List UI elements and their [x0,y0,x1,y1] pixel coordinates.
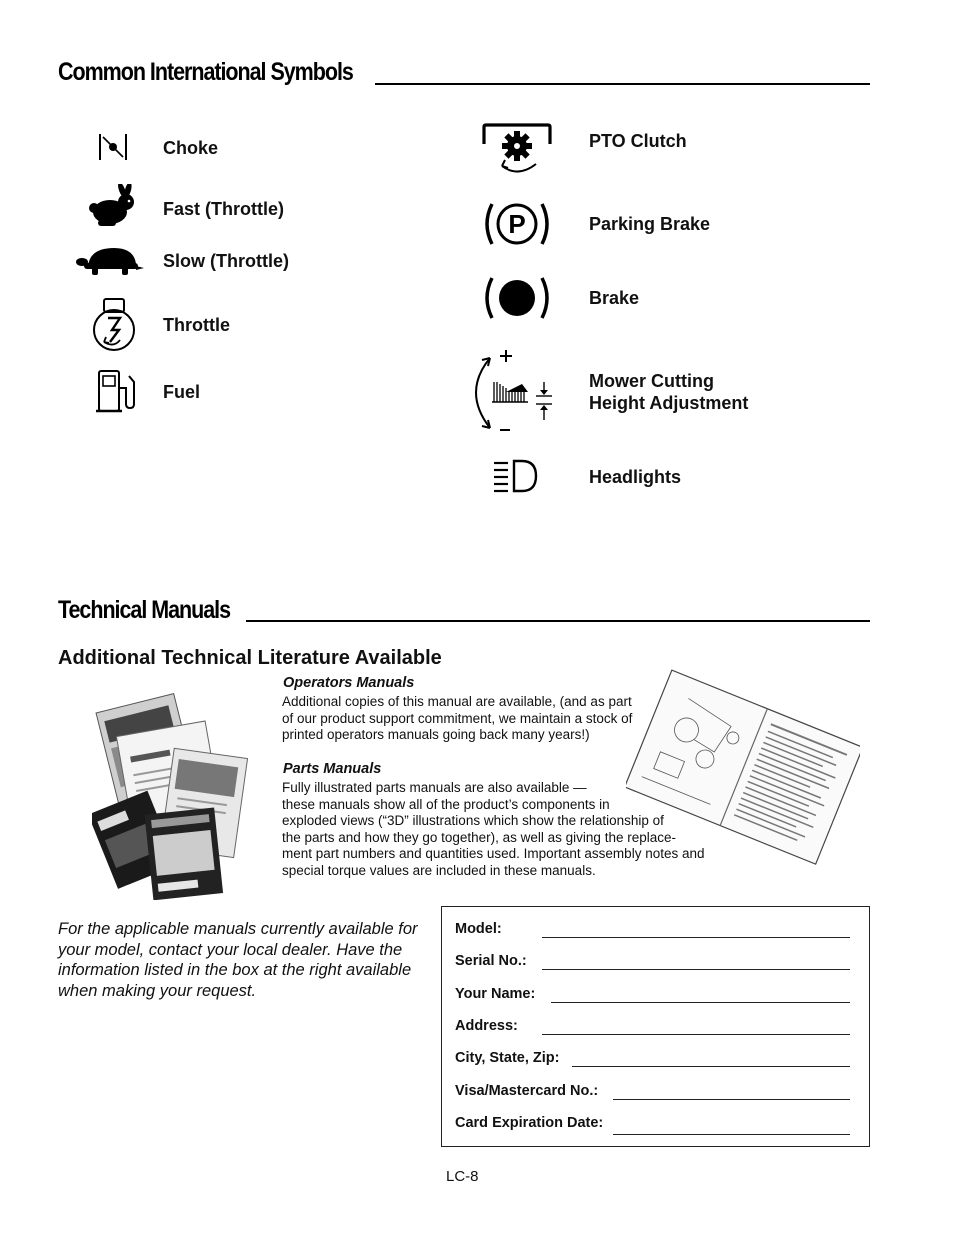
symbol-label-fast-throttle: Fast (Throttle) [163,199,284,219]
symbol-label-slow-throttle: Slow (Throttle) [163,251,289,271]
manuals-title-rule [246,620,870,622]
headlights-icon [490,458,542,494]
serial-no-field[interactable] [542,969,850,970]
city-state-zip-field[interactable] [572,1066,850,1067]
manuals-section-title: Technical Manuals [58,596,231,624]
symbol-label-fuel: Fuel [163,382,201,402]
parts-manuals-text: Fully illustrated parts manuals are also available — these manuals show all of the product’s components in exploded views (“3D” illustrations which show the relationship of the parts and how they go together), as well as giving the replace- ment part numbers and quantities used. Important assembly notes and special torque values are included in these manuals. [282,780,705,878]
turtle-icon [76,244,146,278]
symbols-section-title: Common International Symbols [58,58,353,86]
symbol-label-pto-clutch: PTO Clutch [589,131,687,151]
operators-manuals-heading: Operators Manuals [283,675,415,691]
address-label: Address: [455,1018,518,1034]
parts-manuals-heading: Parts Manuals [283,761,382,777]
card-expiration-field[interactable] [613,1134,850,1135]
card-number-label: Visa/Mastercard No.: [455,1083,599,1099]
brake-icon [482,274,552,322]
city-state-zip-label: City, State, Zip: [455,1050,560,1066]
rabbit-icon [84,184,142,230]
serial-no-label: Serial No.: [455,953,527,969]
model-field[interactable] [542,937,850,938]
fuel-pump-icon [96,368,138,414]
symbol-label-mower-height-line1: Mower Cutting [589,371,714,391]
your-name-field[interactable] [551,1002,850,1003]
pto-clutch-icon [478,120,558,182]
page-number: LC-8 [446,1168,479,1185]
operators-manuals-text: Additional copies of this manual are available, (and as part of our product support commitment, we maintain a stock of printed operators manuals going back many years!) [282,694,633,742]
choke-icon [96,132,130,162]
literature-subtitle: Additional Technical Literature Available [58,647,442,669]
symbol-label-parking-brake: Parking Brake [589,214,711,234]
manual-covers-photo [92,686,252,900]
card-number-field[interactable] [613,1099,850,1100]
throttle-icon [90,296,138,354]
dealer-contact-note: For the applicable manuals currently available for your model, contact your local dealer. Have the information listed in the box at the right available when making your request. [58,920,418,1000]
symbol-label-headlights: Headlights [589,467,682,487]
symbol-label-choke: Choke [163,138,219,158]
symbols-title-rule [375,83,870,85]
card-expiration-label: Card Expiration Date: [455,1115,604,1131]
parking-brake-icon [482,200,552,248]
model-label: Model: [455,921,502,937]
mower-height-icon [466,348,556,436]
your-name-label: Your Name: [455,986,536,1002]
symbol-label-mower-height-line2: Height Adjustment [589,393,749,413]
address-field[interactable] [542,1034,850,1035]
symbol-label-throttle: Throttle [163,315,230,335]
svg-text:P: P [508,209,526,239]
symbol-label-brake: Brake [589,288,640,308]
